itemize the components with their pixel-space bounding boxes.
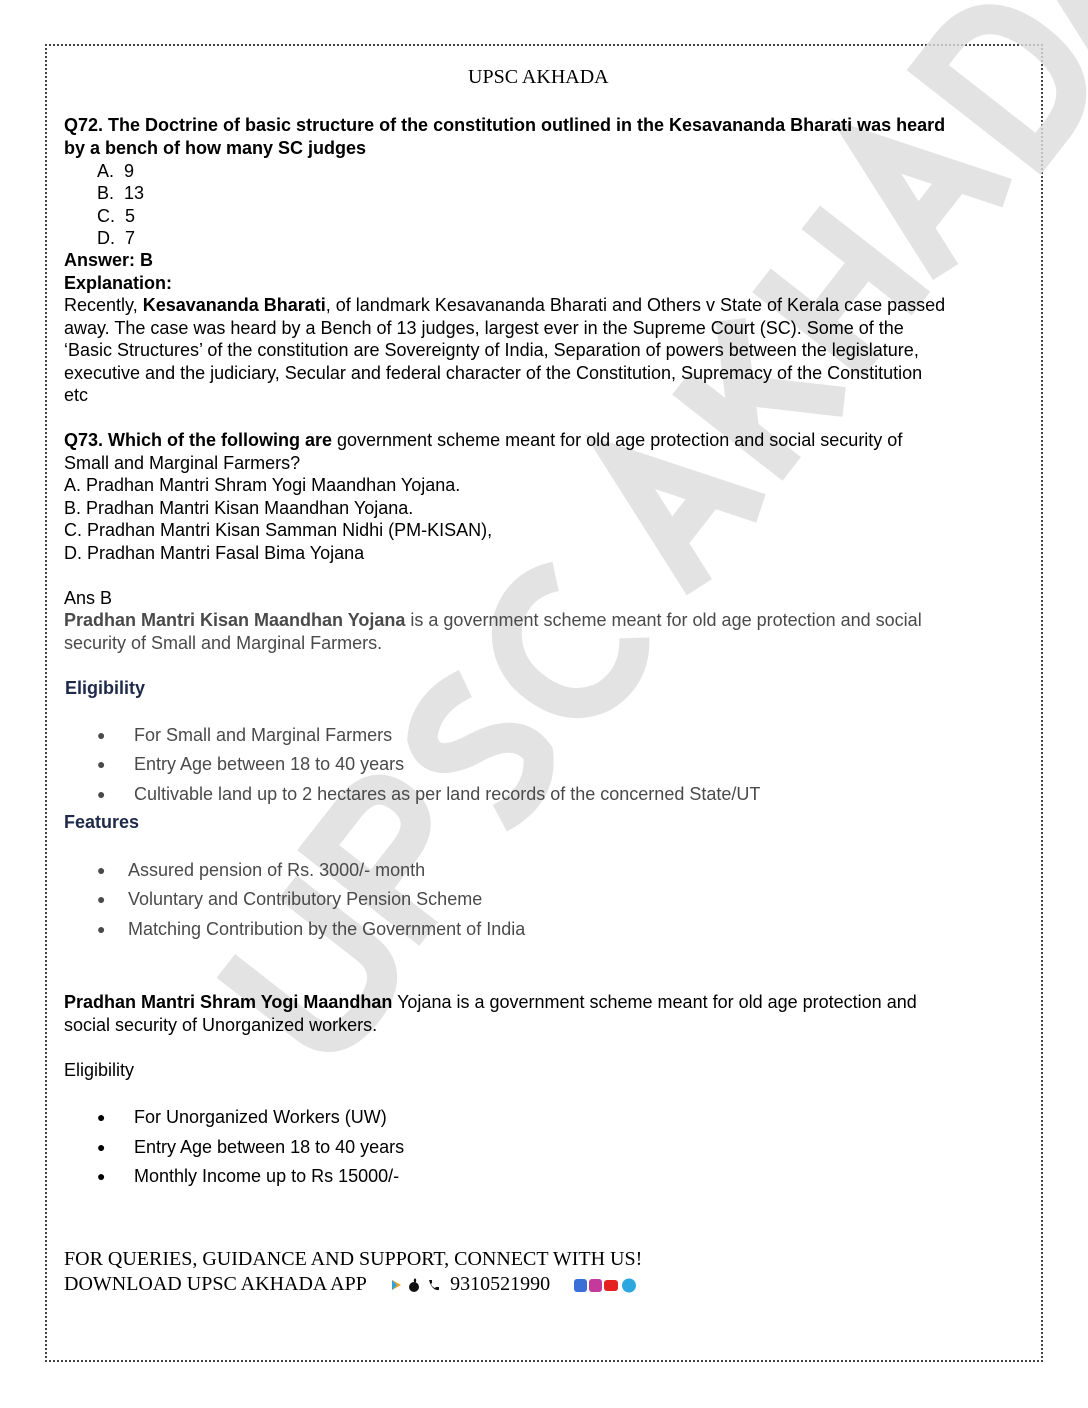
shram-eligibility-item: For Unorganized Workers (UW) <box>134 1107 387 1127</box>
q73-option-d: D. Pradhan Mantri Fasal Bima Yojana <box>64 543 365 563</box>
facebook-icon <box>574 1279 587 1292</box>
explanation-line: etc <box>64 385 89 405</box>
bullet-icon: ● <box>97 1139 106 1155</box>
apple-icon[interactable] <box>407 1278 421 1292</box>
q72-question: Q72. The Doctrine of basic structure of the constitution outlined in the Kesavananda Bharati was heard <box>64 115 946 135</box>
q73-description: Pradhan Mantri Kisan Maandhan Yojana is a government scheme meant for old age protection and social <box>64 610 922 630</box>
eligibility-item: For Small and Marginal Farmers <box>134 725 393 745</box>
explanation-line: executive and the judiciary, Secular and federal character of the Constitution, Supremacy of the Constitution <box>64 363 923 383</box>
q72-answer: Answer: B <box>64 250 154 270</box>
q73-answer: Ans B <box>64 588 113 608</box>
social-icons <box>574 1277 638 1293</box>
q73-option-c: C. Pradhan Mantri Kisan Samman Nidhi (PM-KISAN), <box>64 520 493 540</box>
q72-option-a: A. 9 <box>97 161 135 181</box>
q73-description-cont: security of Small and Marginal Farmers. <box>64 633 383 653</box>
explanation-line: ‘Basic Structures’ of the constitution are Sovereignty of India, Separation of powers between the legislature, <box>64 340 919 360</box>
footer-download: DOWNLOAD UPSC AKHADA APP 9310521990 <box>64 1273 638 1295</box>
bullet-icon: ● <box>97 727 106 743</box>
youtube-icon <box>604 1280 618 1291</box>
feature-item: Voluntary and Contributory Pension Scheme <box>128 889 483 909</box>
q72-option-b: B. 13 <box>97 183 145 203</box>
phone-number: 9310521990 <box>450 1273 551 1295</box>
q72-option-d: D. 7 <box>97 228 136 248</box>
shram-yogi-description-cont: social security of Unorganized workers. <box>64 1015 378 1035</box>
q72-question-cont: by a bench of how many SC judges <box>64 138 367 158</box>
shram-eligibility-item: Monthly Income up to Rs 15000/- <box>134 1166 400 1186</box>
bullet-icon: ● <box>97 756 106 772</box>
feature-item: Matching Contribution by the Government of India <box>128 919 526 939</box>
bullet-icon: ● <box>97 921 106 937</box>
shram-eligibility-item: Entry Age between 18 to 40 years <box>134 1137 405 1157</box>
q73-question: Q73. Which of the following are government scheme meant for old age protection and social security of <box>64 430 903 450</box>
q73-question-cont: Small and Marginal Farmers? <box>64 453 301 473</box>
footer-queries: FOR QUERIES, GUIDANCE AND SUPPORT, CONNECT WITH US! <box>64 1248 643 1270</box>
bullet-icon: ● <box>97 1109 106 1125</box>
play-store-icon[interactable] <box>390 1279 402 1291</box>
bullet-icon: ● <box>97 891 106 907</box>
shram-yogi-description: Pradhan Mantri Shram Yogi Maandhan Yojana is a government scheme meant for old age protection and <box>64 992 917 1012</box>
q73-option-a: A. Pradhan Mantri Shram Yogi Maandhan Yojana. <box>64 475 461 495</box>
header-title: UPSC AKHADA <box>468 66 609 88</box>
explanation-label: Explanation: <box>64 273 173 293</box>
phone-icon <box>426 1278 440 1292</box>
twitter-icon <box>622 1279 636 1293</box>
features-heading: Features <box>64 812 140 832</box>
bullet-icon: ● <box>97 862 106 878</box>
bullet-icon: ● <box>97 786 106 802</box>
q73-option-b: B. Pradhan Mantri Kisan Maandhan Yojana. <box>64 498 414 518</box>
shram-yogi-eligibility-heading: Eligibility <box>64 1060 135 1080</box>
instagram-icon <box>589 1279 602 1292</box>
explanation-line: Recently, Kesavananda Bharati, of landmark Kesavananda Bharati and Others v State of Kerala case passed <box>64 295 946 315</box>
bullet-icon: ● <box>97 1168 106 1184</box>
eligibility-item: Entry Age between 18 to 40 years <box>134 754 405 774</box>
eligibility-item: Cultivable land up to 2 hectares as per land records of the concerned State/UT <box>134 784 761 804</box>
explanation-line: away. The case was heard by a Bench of 13 judges, largest ever in the Supreme Court (SC). Some of the <box>64 318 904 338</box>
eligibility-heading: Eligibility <box>65 678 146 698</box>
q72-option-c: C. 5 <box>97 206 136 226</box>
feature-item: Assured pension of Rs. 3000/- month <box>128 860 426 880</box>
